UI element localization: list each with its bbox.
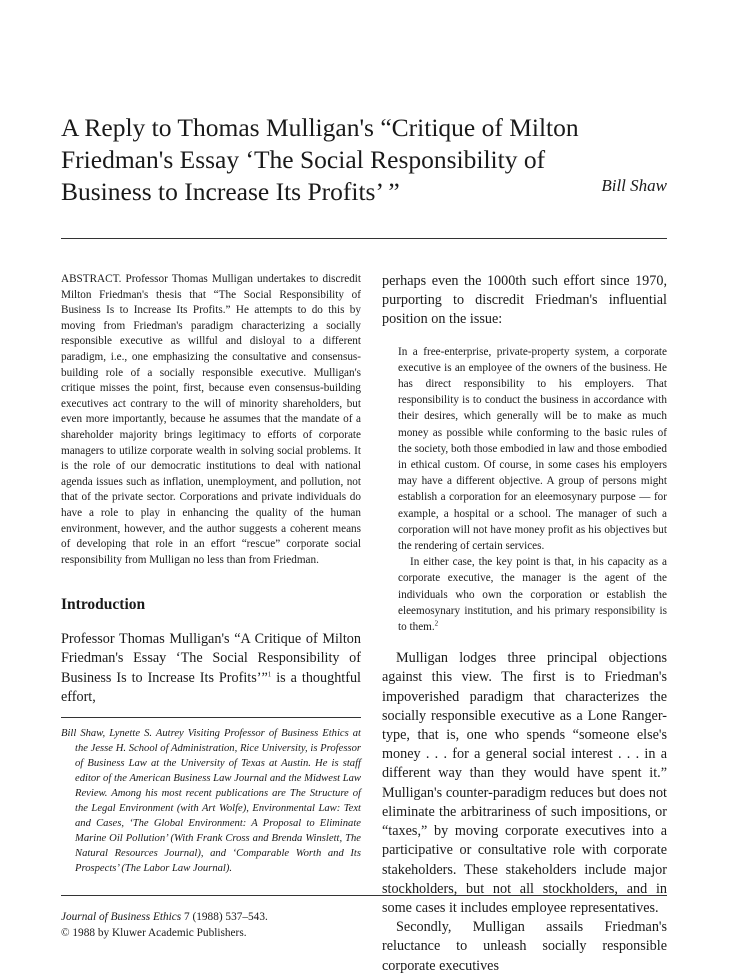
intro-text: Professor Thomas Mulligan's “A Critique of Milton Friedman's Essay ‘The Social Responsibility of Business Is to Increase Its Profits’” xyxy=(61,631,361,686)
right-column xyxy=(382,272,667,976)
author-biography-note: Bill Shaw, Lynette S. Autrey Visiting Professor of Business Ethics at the Jesse H. School of Administration, Rice University, is Professor of Business Law at the University of Texas at Austin. He is staff editor of the American Business Law Journal and the Midwest Law Review. Among his most recent publications are The Structure of the Legal Environment (with Art Wolfe), Environmental Law: Text and Cases, ‘The Global Environment: A Proposal to Eliminate Marine Oil Pollution’ (With Frank Cross and Brenda Winslett, The Natural Resources Journal), and ‘Comparable Worth and Its Prospects’ (The Labor Law Journal). xyxy=(61,728,361,875)
copyright-notice: © 1988 by Kluwer Academic Publishers. xyxy=(61,927,247,939)
quote-paragraph: In a free-enterprise, private-property system, a corporate executive is an employee of the owners of the business. He has direct responsibility to his employers. That responsibility is to conduct the business in accordance with their desires, which generally will be to make as much money as possible while conforming to the basic rules of the society, both those embodied in law and those embodied in ethical custom. Of course, in some cases his employers may have a different objective. A group of persons might establish a corporation for an eleemosynary purpose — for example, a hospital or a school. The manager of such a corporation will not have money profit as his objectives but the rendering of certain services. xyxy=(398,345,667,553)
block-quote xyxy=(398,344,667,636)
page-footer xyxy=(61,909,268,941)
article-title xyxy=(61,112,621,208)
footer-rule xyxy=(61,895,667,896)
continued-paragraph: perhaps even the 1000th such effort since 1970, purporting to discredit Friedman's influential position on the issue: xyxy=(382,273,667,328)
left-column xyxy=(61,272,361,876)
footnote-rule xyxy=(61,717,361,718)
citation-details: 7 (1988) 537–543. xyxy=(181,911,268,923)
body-paragraph: Secondly, Mulligan assails Friedman's reluctance to unleash socially responsible corporate executives xyxy=(382,919,667,974)
intro-paragraph xyxy=(61,630,361,707)
title-line: Business to Increase Its Profits’ ” xyxy=(61,177,400,206)
section-heading-introduction: Introduction xyxy=(61,596,146,614)
abstract: ABSTRACT. Professor Thomas Mulligan undertakes to discredit Milton Friedman's thesis that “The Social Responsibility of Business Is to Increase Its Profits.” He attempts to do this by moving from Friedman's paradigm characterizing a socially responsible executive as willful and disloyal to a different paradigm, i.e., one emphasizing the consultative and consensus-building role of a socially responsible executive. Mulligan's critique misses the point, first, because even consensus-building executives act contrary to the will of minority shareholders, but even more importantly, because he assumes that the mandate of a shareholder majority brings legitimacy to efforts of corporate managers to utilize corporate wealth in solving social problems. It is the role of our democratic institutions to deal with national agenda issues such as inflation, unemployment, and pollution, not that of the private sector. Corporations and private individuals do have a role to play in enhancing the quality of the human environment, however, and the author suggests a coherent means of developing that role in an effort “rescue” corporate social responsibility from Mulligan no less than from Friedman. xyxy=(61,273,361,566)
footnote-marker: 1 xyxy=(267,669,272,678)
quote-text: In either case, the key point is that, in his capacity as a corporate executive, the manager is the agent of the individuals who own the corporation or establish the eleemosynary institution, and his primary responsibility is to them. xyxy=(398,556,667,634)
title-line: A Reply to Thomas Mulligan's “Critique of Milton xyxy=(61,113,579,142)
intro-text-continued: is a thoughtful effort, xyxy=(61,669,361,705)
header-rule xyxy=(61,238,667,239)
quote-paragraph xyxy=(398,554,667,635)
journal-citation xyxy=(61,909,268,925)
title-line: Friedman's Essay ‘The Social Responsibility of xyxy=(61,145,546,174)
author-name: Bill Shaw xyxy=(601,176,667,195)
body-paragraph: Mulligan lodges three principal objections against this view. The first is to Friedman's impoverished paradigm that characterizes the socially responsible executive as a Lone Ranger-type, that is, one who spends “someone else's money . . . for a general social interest . . . in a different way than they would have spent it.” Mulligan's counter-paradigm reduces but does not eliminate the arbitrariness of such impositions, or “taxes,” by moving corporate executives into a participative or consultative role with corporate stakeholders. These stakeholders include major stockholders, but not all stockholders, and in some cases it includes employee representatives. xyxy=(382,650,667,916)
footnote-marker: 2 xyxy=(434,619,439,628)
journal-name: Journal of Business Ethics xyxy=(61,911,182,923)
